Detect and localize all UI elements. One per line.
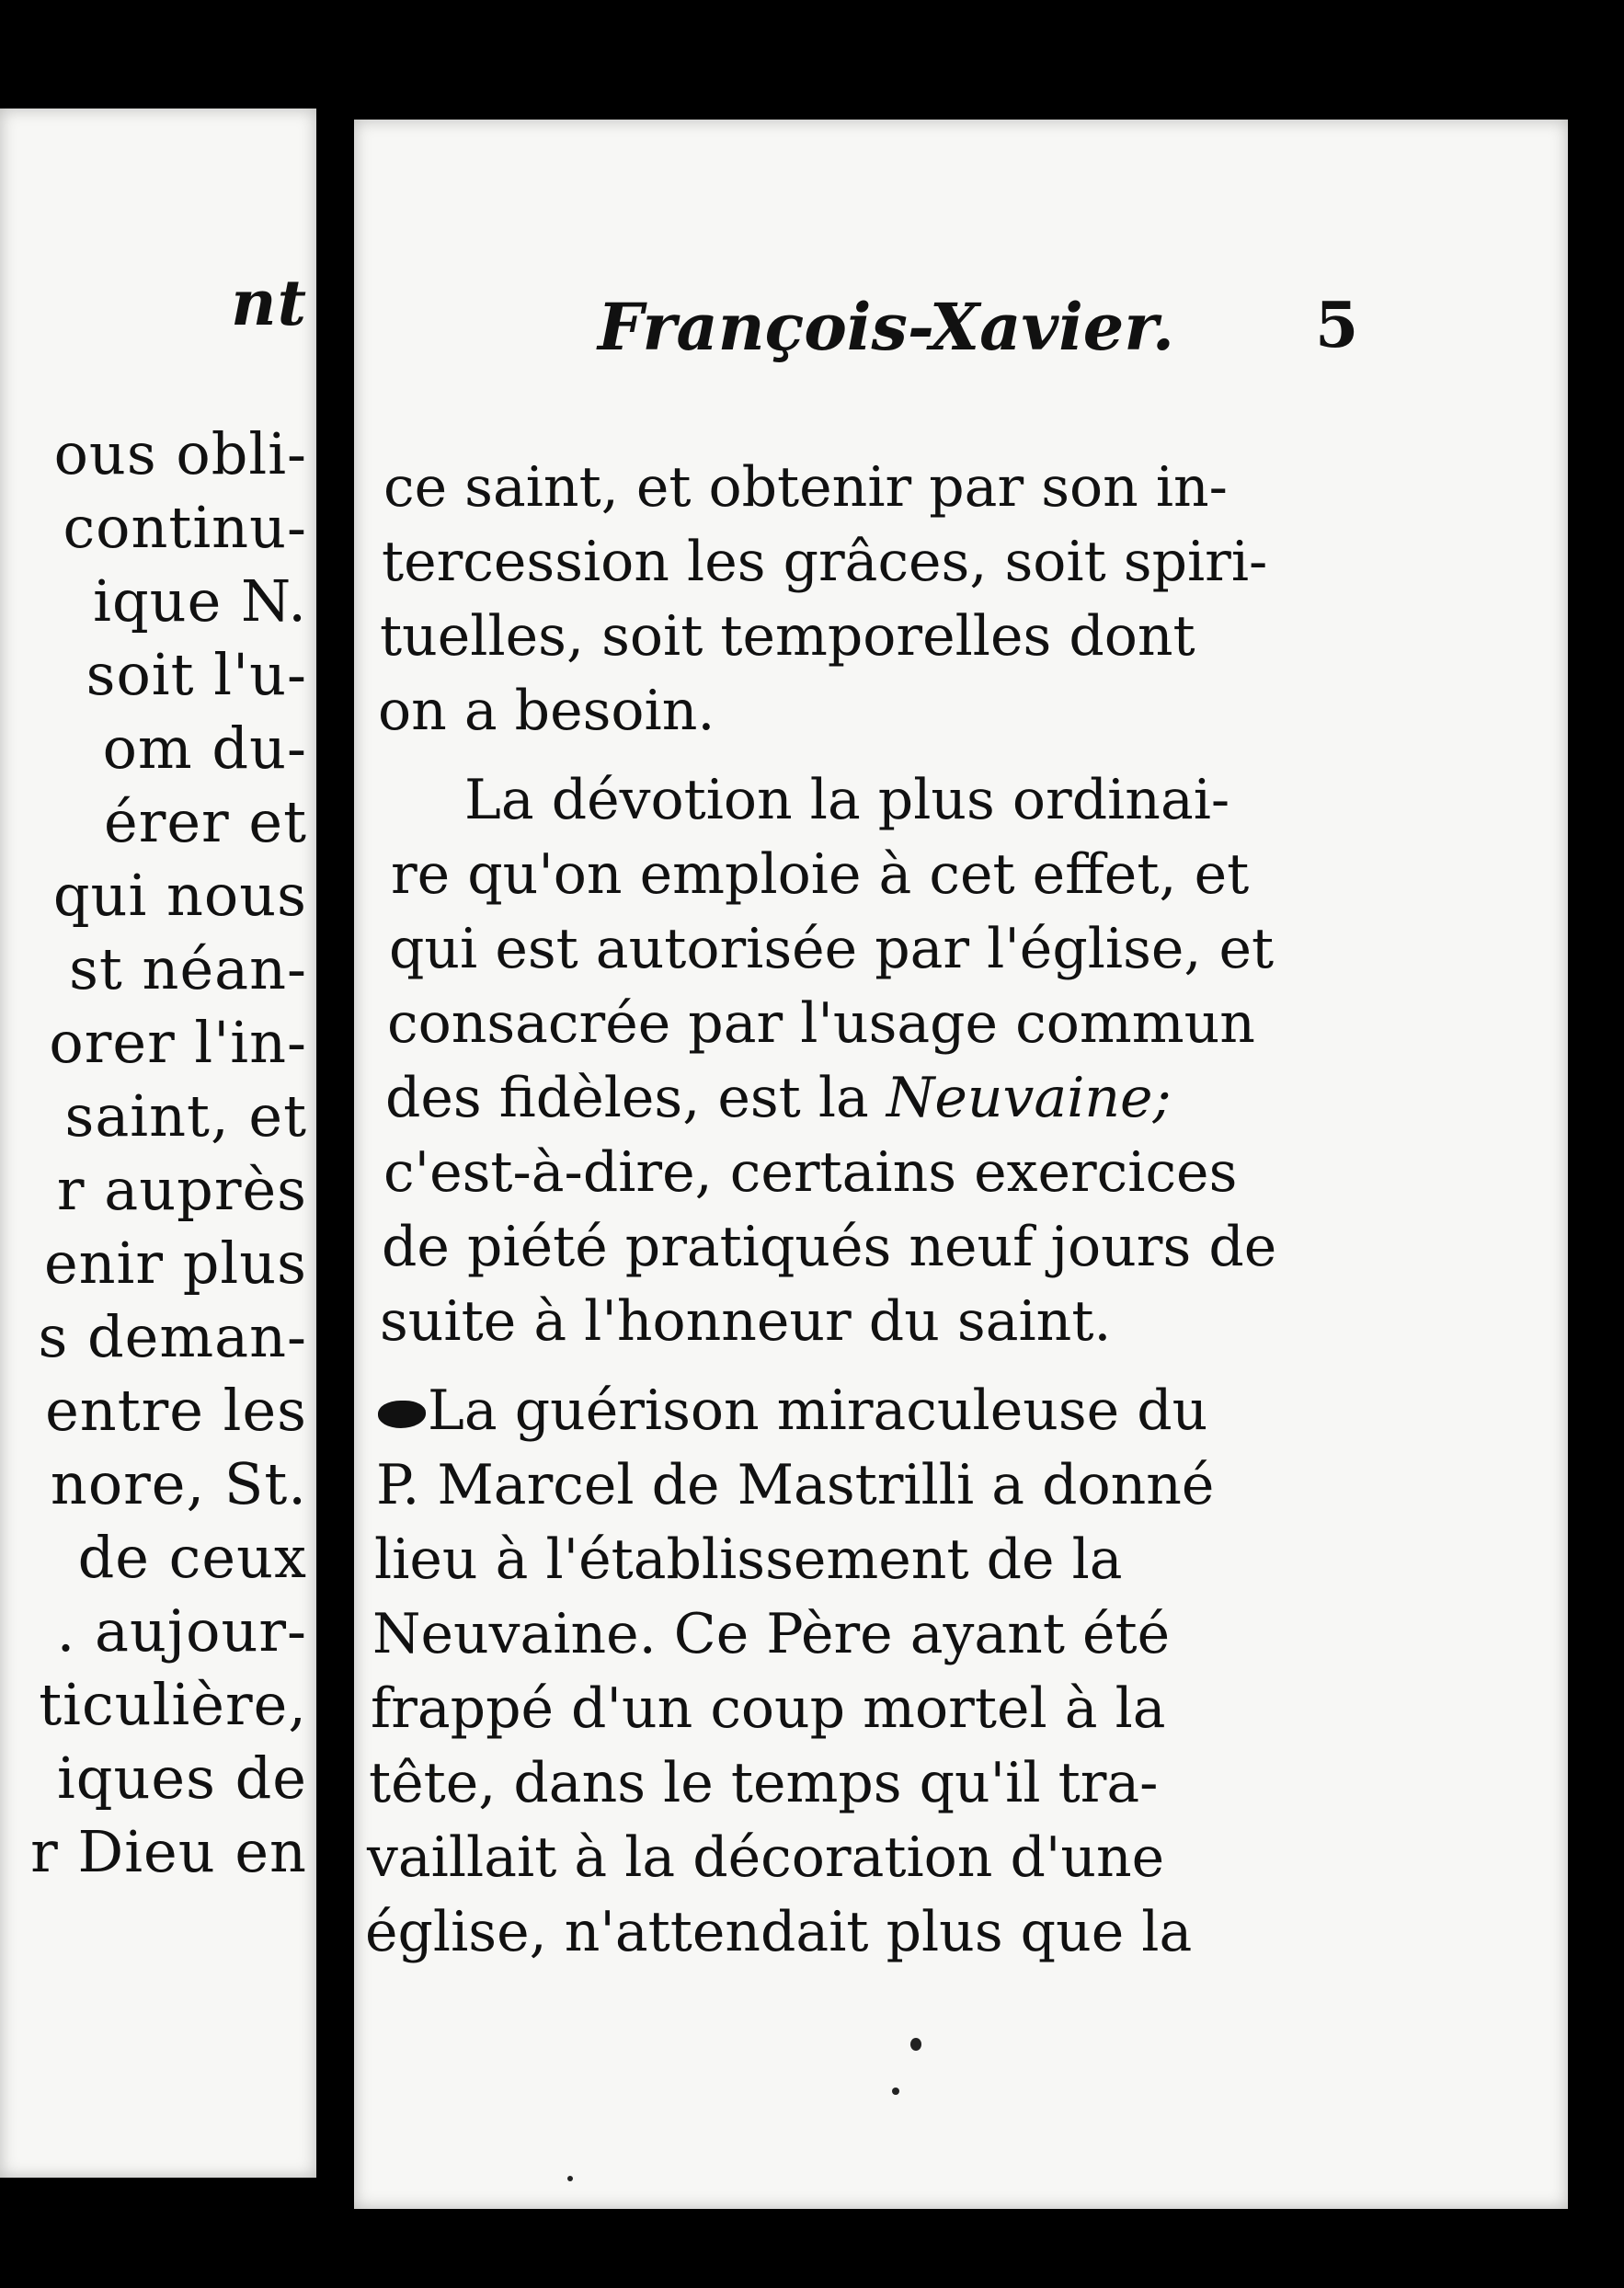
left-text-line: saint, et (64, 1082, 307, 1150)
left-text-line: . aujour- (56, 1597, 307, 1665)
text-line (378, 1379, 1208, 1443)
left-text-line: ous obli- (53, 420, 307, 487)
left-text-line: enir plus (43, 1230, 307, 1297)
text-fragment: La guérison miraculeuse du (428, 1379, 1208, 1443)
text-fragment: des fidèles, est la (385, 1066, 886, 1130)
left-text-line: st néan- (69, 935, 307, 1002)
left-text-line: orer l'in- (49, 1009, 307, 1076)
left-text-line: r Dieu en (30, 1818, 307, 1885)
left-page (0, 109, 316, 2178)
text-line: de piété pratiqués neuf jours de (382, 1215, 1277, 1279)
italic-word: Neuvaine; (886, 1066, 1172, 1130)
left-text-line: s deman- (38, 1303, 307, 1370)
left-text-line: ique N. (93, 567, 307, 635)
print-speck (910, 2038, 921, 2051)
page-number: 5 (1315, 289, 1359, 362)
left-text-line: de ceux (77, 1524, 307, 1591)
page-header (354, 289, 1568, 372)
text-line: suite à l'honneur du saint. (380, 1289, 1112, 1354)
text-line: La dévotion la plus ordinai- (464, 768, 1230, 832)
left-text-line: continu- (63, 494, 307, 561)
print-speck (567, 2176, 573, 2181)
text-line: re qu'on emploie à cet effet, et (391, 842, 1250, 907)
text-line: c'est-à-dire, certains exercices (383, 1140, 1238, 1205)
text-line: vaillait à la décoration d'une (367, 1825, 1165, 1890)
left-text-line: entre les (45, 1377, 307, 1444)
left-text-line: nore, St. (50, 1450, 307, 1517)
print-speck (892, 2088, 899, 2095)
left-text-line: érer et (104, 788, 307, 855)
text-line: ce saint, et obtenir par son in- (383, 455, 1228, 520)
left-text-line: soit l'u- (86, 641, 307, 708)
text-line (385, 1066, 1172, 1130)
text-line: consacrée par l'usage commun (387, 991, 1255, 1056)
text-line: frappé d'un coup mortel à la (371, 1676, 1166, 1741)
left-header-fragment: nt (231, 267, 307, 340)
text-line: église, n'attendait plus que la (365, 1900, 1193, 1964)
left-text-line: r auprès (56, 1156, 307, 1223)
text-line: qui est autorisée par l'église, et (389, 917, 1275, 981)
text-line: lieu à l'établissement de la (374, 1527, 1123, 1592)
text-line: P. Marcel de Mastrilli a donné (376, 1453, 1215, 1517)
text-line: Neuvaine. Ce Père ayant été (372, 1602, 1171, 1666)
text-line: tuelles, soit temporelles dont (380, 604, 1195, 669)
left-text-line: ticulière, (39, 1671, 307, 1738)
left-text-line: iques de (56, 1745, 307, 1812)
text-line: tercession les grâces, soit spiri- (382, 530, 1268, 594)
right-page (354, 120, 1568, 2209)
left-text-line: qui nous (52, 862, 307, 929)
left-text-line: om du- (102, 715, 307, 782)
ink-blot (378, 1401, 426, 1428)
text-line: on a besoin. (378, 679, 715, 743)
text-line: tête, dans le temps qu'il tra- (369, 1751, 1159, 1815)
running-title: François-Xavier. (598, 289, 1175, 365)
